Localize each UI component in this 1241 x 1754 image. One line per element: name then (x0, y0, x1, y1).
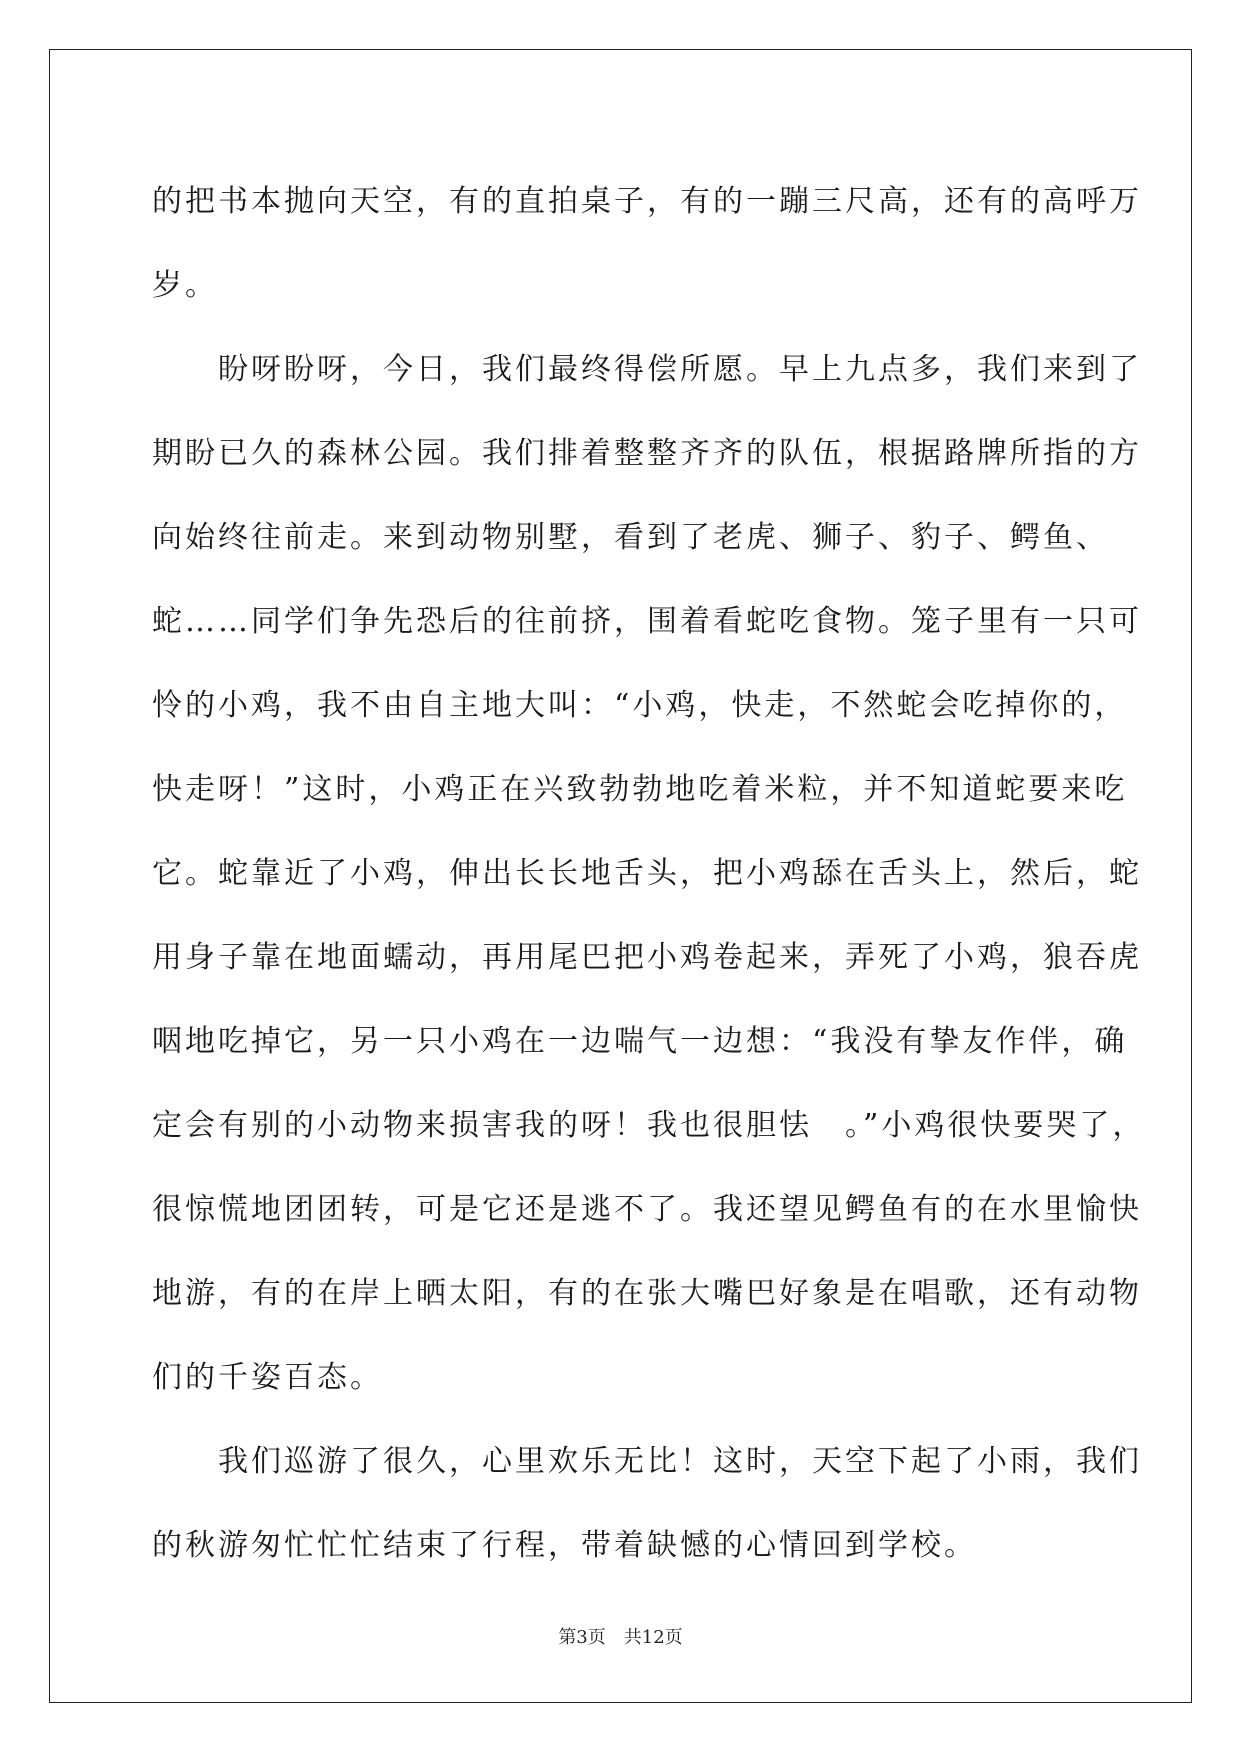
page-number-footer: 第3页 共12页 (558, 1627, 683, 1648)
text-line: 快走呀！”这时，小鸡正在兴致勃勃地吃着米粒，并不知道蛇要来吃 (152, 772, 1128, 807)
text-line: 我们巡游了很久，心里欢乐无比！这时，天空下起了小雨，我们 (152, 1444, 1142, 1479)
text-line: 们的千姿百态。 (152, 1360, 383, 1395)
text-line: 岁。 (152, 268, 218, 303)
text-line: 很惊慌地团团转，可是它还是逃不了。我还望见鳄鱼有的在水里愉快 (152, 1192, 1142, 1227)
text-line: 蛇……同学们争先恐后的往前挤，围着看蛇吃食物。笼子里有一只可 (152, 604, 1142, 639)
text-line: 定会有别的小动物来损害我的呀！我也很胆怯 。”小鸡很快要哭了， (152, 1108, 1146, 1143)
text-line: 怜的小鸡，我不由自主地大叫：“小鸡，快走，不然蛇会吃掉你的， (152, 688, 1128, 723)
text-line: 咽地吃掉它，另一只小鸡在一边喘气一边想：“我没有挚友作伴，确 (152, 1024, 1128, 1059)
text-line: 的把书本抛向天空，有的直拍桌子，有的一蹦三尺高，还有的高呼万 (152, 184, 1142, 219)
text-line: 向始终往前走。来到动物别墅，看到了老虎、狮子、豹子、鳄鱼、 (152, 520, 1109, 555)
text-line: 它。蛇靠近了小鸡，伸出长长地舌头，把小鸡舔在舌头上，然后，蛇 (152, 856, 1142, 891)
document-body (152, 160, 1146, 1588)
text-line: 的秋游匆忙忙忙结束了行程，带着缺憾的心情回到学校。 (152, 1528, 977, 1563)
text-line: 期盼已久的森林公园。我们排着整整齐齐的队伍，根据路牌所指的方 (152, 436, 1142, 471)
text-line: 地游，有的在岸上晒太阳，有的在张大嘴巴好象是在唱歌，还有动物 (152, 1276, 1142, 1311)
text-line: 用身子靠在地面蠕动，再用尾巴把小鸡卷起来，弄死了小鸡，狼吞虎 (152, 940, 1142, 975)
text-line: 盼呀盼呀，今日，我们最终得偿所愿。早上九点多，我们来到了 (152, 352, 1142, 387)
